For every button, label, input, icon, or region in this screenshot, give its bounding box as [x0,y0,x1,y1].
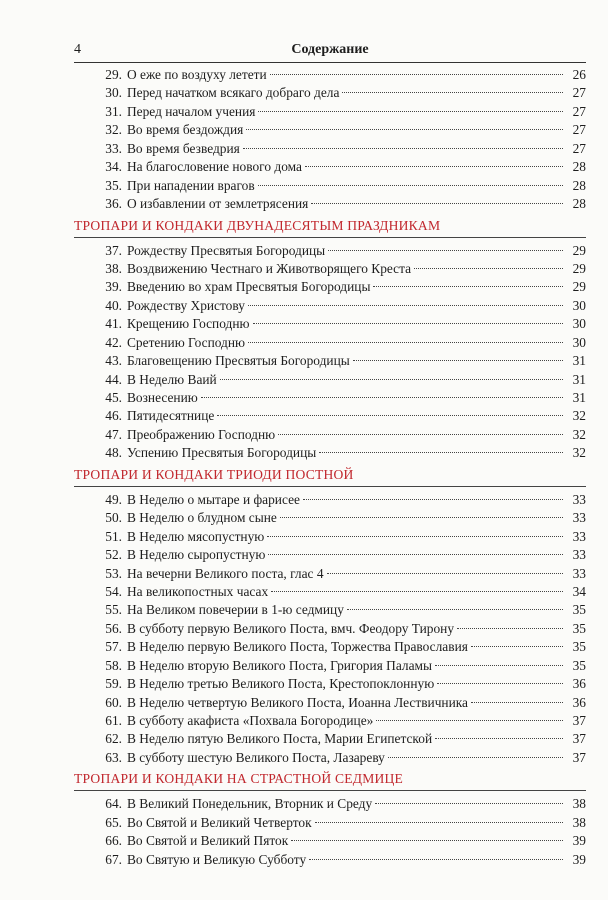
entry-page: 38 [572,814,586,830]
entry-title: Пятидесятнице [127,408,215,424]
entry-title: Воздвижению Честнаго и Животворящего Креста [127,260,412,276]
entry-page: 32 [572,426,586,442]
entry-number: 66. [105,833,122,849]
entry-title: Преображению Господню [127,426,276,442]
leader-dots [435,738,563,739]
toc-entry[interactable] [74,352,586,370]
entry-number: 59. [105,676,122,692]
entry-page: 31 [572,353,586,369]
leader-dots [201,397,563,398]
entry-page: 28 [572,159,586,175]
toc-entry[interactable] [74,315,586,333]
toc-entry[interactable] [74,583,586,601]
leader-dots [315,822,563,823]
toc-entry[interactable] [74,565,586,583]
entry-page: 29 [572,279,586,295]
leader-dots [376,720,563,721]
entry-page: 35 [572,620,586,636]
leader-dots [457,628,563,629]
entry-title: О избавлении от землетрясения [127,196,309,212]
entry-page: 37 [572,731,586,747]
leader-dots [243,148,563,149]
entry-title: Во время бездождия [127,122,244,138]
leader-dots [342,92,563,93]
entry-title: В Неделю первую Великого Поста, Торжества Православия [127,639,468,655]
entry-number: 53. [105,565,122,581]
page-number: 4 [74,42,81,57]
leader-dots [271,591,563,592]
leader-dots [258,185,563,186]
entry-number: 61. [105,713,122,728]
entry-number: 47. [105,426,122,442]
entry-page: 37 [572,713,586,728]
entry-number: 54. [105,583,122,599]
entry-page: 32 [572,408,586,424]
leader-dots [471,702,563,703]
leader-dots [253,323,563,324]
toc-entry[interactable] [74,177,586,195]
toc-entry[interactable] [74,730,586,748]
toc-entry[interactable] [74,795,586,813]
entry-page: 39 [572,851,586,867]
leader-dots [270,74,563,75]
page-header [74,40,586,62]
toc-entry[interactable] [74,140,586,158]
entry-page: 38 [572,796,586,812]
entry-page: 32 [572,445,586,461]
toc-entry[interactable] [74,371,586,389]
toc-entry[interactable] [74,638,586,656]
toc-entry[interactable] [74,444,586,462]
entry-title: Введению во храм Пресвятыя Богородицы [127,279,371,295]
entry-number: 46. [105,408,122,424]
entry-number: 64. [105,796,122,812]
entry-title: В Неделю о мытаре и фарисее [127,491,300,507]
entry-number: 29. [105,67,122,82]
toc-entry[interactable] [74,509,586,527]
entry-title: В Неделю вторую Великого Поста, Григория Паламы [127,657,432,673]
entry-title: Во Святой и Великий Четверток [127,814,312,830]
toc-entry[interactable] [74,832,586,850]
toc-entry[interactable] [74,675,586,693]
entry-number: 50. [105,510,122,526]
entry-number: 33. [105,140,122,156]
entry-page: 27 [572,140,586,156]
toc-entry[interactable] [74,297,586,315]
leader-dots [305,166,563,167]
toc-entry[interactable] [74,158,586,176]
toc-entry[interactable] [74,242,586,260]
leader-dots [471,646,563,647]
leader-dots [248,305,563,306]
entry-page: 28 [572,177,586,193]
entry-title: В Неделю третью Великого Поста, Крестопоклонную [127,676,435,692]
entry-number: 38. [105,260,122,276]
leader-dots [388,757,563,758]
entry-number: 37. [105,242,122,258]
leader-dots [328,250,563,251]
entry-page: 35 [572,639,586,655]
entry-title: В Неделю Ваий [127,371,217,387]
toc-entry[interactable] [74,195,586,213]
entry-number: 40. [105,297,122,313]
entry-page: 26 [572,67,586,82]
toc-entry[interactable] [74,749,586,767]
entry-number: 63. [105,749,122,765]
entry-page: 29 [572,260,586,276]
toc-entry[interactable] [74,103,586,121]
toc-entry[interactable] [74,66,586,84]
running-title: Содержание [291,42,369,57]
entry-page: 33 [572,547,586,563]
toc-entry[interactable] [74,278,586,296]
entry-number: 30. [105,85,122,101]
leader-dots [347,609,563,610]
entry-number: 34. [105,159,122,175]
entry-title: Рождеству Христову [127,297,245,313]
entry-page: 36 [572,694,586,710]
toc-entry[interactable] [74,121,586,139]
entry-title: На благословение нового дома [127,159,302,175]
leader-dots [353,360,563,361]
entry-number: 44. [105,371,122,387]
leader-dots [280,517,563,518]
entry-title: Рождеству Пресвятыя Богородицы [127,242,326,258]
entry-number: 32. [105,122,122,138]
leader-dots [267,536,563,537]
table-of-contents [74,66,586,869]
entry-title: В субботу акафиста «Похвала Богородице» [127,713,374,728]
toc-entry[interactable] [74,712,586,730]
toc-entry[interactable] [74,84,586,102]
toc-entry[interactable] [74,546,586,564]
entry-number: 57. [105,639,122,655]
entry-title: В Неделю мясопустную [127,528,265,544]
leader-dots [258,111,563,112]
section-heading: ТРОПАРИ И КОНДАКИ НА СТРАСТНОЙ СЕДМИЦЕ [74,768,586,791]
toc-entry[interactable] [74,851,586,869]
entry-title: Сретению Господню [127,334,246,350]
leader-dots [437,683,563,684]
entry-number: 35. [105,177,122,193]
toc-entry[interactable] [74,491,586,509]
entry-number: 31. [105,103,122,119]
toc-entry[interactable] [74,528,586,546]
toc-entry[interactable] [74,426,586,444]
toc-entry[interactable] [74,814,586,832]
entry-number: 43. [105,353,122,369]
section-heading: ТРОПАРИ И КОНДАКИ ТРИОДИ ПОСТНОЙ [74,464,586,487]
entry-title: Во время безведрия [127,140,240,156]
entry-number: 60. [105,694,122,710]
entry-title: О еже по воздуху летети [127,67,267,82]
entry-title: В субботу шестую Великого Поста, Лазареву [127,749,385,765]
leader-dots [278,434,563,435]
entry-page: 30 [572,334,586,350]
leader-dots [246,129,563,130]
entry-number: 62. [105,731,122,747]
entry-title: Успению Пресвятыя Богородицы [127,445,317,461]
entry-title: На вечерни Великого поста, глас 4 [127,565,324,581]
leader-dots [303,499,563,500]
entry-page: 35 [572,602,586,618]
entry-title: Вознесению [127,390,198,405]
entry-number: 41. [105,316,122,332]
entry-title: В Великий Понедельник, Вторник и Среду [127,796,373,812]
entry-number: 45. [105,390,122,405]
toc-entry[interactable] [74,620,586,638]
entry-title: Крещению Господню [127,316,250,332]
entry-title: Во Святой и Великий Пяток [127,833,289,849]
toc-entry[interactable] [74,694,586,712]
entry-page: 27 [572,85,586,101]
toc-entry[interactable] [74,601,586,619]
leader-dots [291,840,563,841]
entry-number: 67. [105,851,122,867]
entry-page: 34 [572,583,586,599]
leader-dots [327,573,563,574]
entry-page: 35 [572,657,586,673]
toc-entry[interactable] [74,407,586,425]
entry-title: На Великом повечерии в 1-ю седмицу [127,602,344,618]
leader-dots [220,379,563,380]
entry-page: 39 [572,833,586,849]
entry-title: Во Святую и Великую Субботу [127,851,307,867]
entry-number: 39. [105,279,122,295]
leader-dots [435,665,563,666]
entry-number: 65. [105,814,122,830]
leader-dots [268,554,563,555]
entry-title: В Неделю пятую Великого Поста, Марии Египетской [127,731,433,747]
entry-page: 31 [572,390,586,405]
entry-number: 49. [105,491,122,507]
entry-page: 30 [572,316,586,332]
entry-page: 33 [572,565,586,581]
leader-dots [414,268,563,269]
entry-title: В Неделю сыропустную [127,547,266,563]
entry-title: Перед начатком всякаго добраго дела [127,85,340,101]
entry-number: 51. [105,528,122,544]
entry-number: 56. [105,620,122,636]
toc-entry[interactable] [74,657,586,675]
section-heading: ТРОПАРИ И КОНДАКИ ДВУНАДЕСЯТЫМ ПРАЗДНИКАМ [74,215,586,238]
entry-number: 48. [105,445,122,461]
entry-page: 36 [572,676,586,692]
entry-number: 42. [105,334,122,350]
entry-number: 58. [105,657,122,673]
toc-entry[interactable] [74,389,586,407]
entry-page: 27 [572,122,586,138]
leader-dots [309,859,563,860]
leader-dots [375,803,563,804]
entry-page: 37 [572,749,586,765]
entry-title: На великопостных часах [127,583,269,599]
toc-entry[interactable] [74,260,586,278]
leader-dots [373,286,563,287]
entry-page: 27 [572,103,586,119]
entry-title: В субботу первую Великого Поста, вмч. Феодору Тирону [127,620,455,636]
entry-page: 30 [572,297,586,313]
entry-page: 28 [572,196,586,212]
entry-title: При нападении врагов [127,177,255,193]
entry-title: В Неделю четвертую Великого Поста, Иоанна Лествичника [127,694,469,710]
entry-page: 33 [572,491,586,507]
entry-page: 33 [572,510,586,526]
toc-entry[interactable] [74,334,586,352]
leader-dots [311,203,563,204]
entry-page: 29 [572,242,586,258]
entry-title: В Неделю о блудном сыне [127,510,277,526]
entry-title: Благовещению Пресвятыя Богородицы [127,353,350,369]
entry-page: 33 [572,528,586,544]
leader-dots [248,342,563,343]
entry-number: 36. [105,196,122,212]
entry-page: 31 [572,371,586,387]
entry-title: Перед началом учения [127,103,256,119]
entry-number: 52. [105,547,122,563]
entry-number: 55. [105,602,122,618]
header-rule [74,62,586,63]
leader-dots [319,452,563,453]
leader-dots [217,415,563,416]
